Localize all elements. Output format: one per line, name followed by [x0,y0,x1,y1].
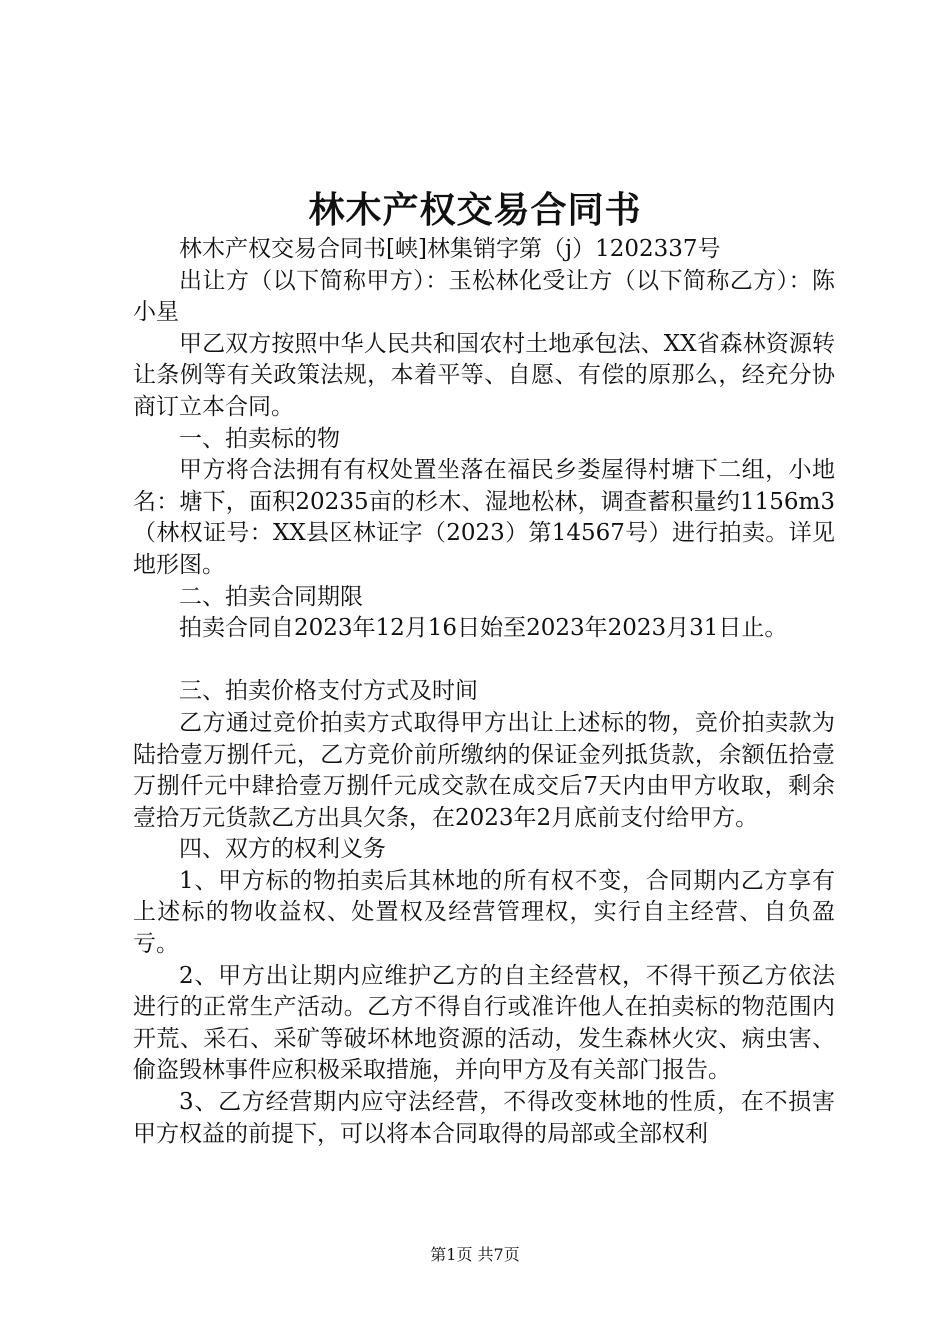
section-heading-3: 三、拍卖价格支付方式及时间 [179,678,478,705]
section-4-item-1: 1、甲方标的物拍卖后其林地的所有权不变，合同期内乙方享有上述标的物收益权、处置权及经营管理权，实行自主经营、自负盈亏。 [133,867,835,958]
section-4-item-3: 3、乙方经营期内应守法经营，不得改变林地的性质，在不损害甲方权益的前提下，可以将本合同取得的局部或全部权利 [133,1089,835,1147]
page-footer: 第1页 共7页 [430,1245,520,1264]
section-2-paragraph: 拍卖合同自2023年12月16日始至2023年2023月31日止。 [179,615,788,642]
parties-paragraph: 出让方（以下简称甲方）：玉松林化受让方（以下简称乙方）：陈小星 [133,267,835,326]
document-body [133,234,835,1150]
section-heading-1: 一、拍卖标的物 [179,425,340,452]
section-heading-4: 四、双方的权利义务 [179,836,386,863]
section-heading-2: 二、拍卖合同期限 [179,583,363,610]
section-3-paragraph: 乙方通过竞价拍卖方式取得甲方出让上述标的物，竞价拍卖款为陆拾壹万捌仟元，乙方竞价前所缴纳的保证金列抵货款，余额伍拾壹万捌仟元中肆拾壹万捌仟元成交款在成交后7天内由甲方收取，剩余壹拾万元货款乙方出具欠条，在2023年2月底前支付给甲方。 [133,709,835,831]
section-4-item-2: 2、甲方出让期内应维护乙方的自主经营权，不得干预乙方依法进行的正常生产活动。乙方不得自行或准许他人在拍卖标的物范围内开荒、采石、采矿等破坏林地资源的活动，发生森林火灾、病虫害、偷盗毁林事件应积极采取措施，并向甲方及有关部门报告。 [133,962,835,1084]
contract-number: 林木产权交易合同书[峡]林集销字第（j）1202337号 [179,236,721,262]
preamble-paragraph: 甲乙双方按照中华人民共和国农村土地承包法、XX省森林资源转让条例等有关政策法规，本着平等、自愿、有偿的原那么，经充分协商订立本合同。 [133,330,835,420]
section-1-paragraph: 甲方将合法拥有有权处置坐落在福民乡娄屋得村塘下二组，小地名：塘下，面积20235亩的杉木、湿地松林，调查蓄积量约1156m3（林权证号：XX县区林证字（2023）第14567号）进行拍卖。详见地形图。 [133,457,835,578]
document-title: 林木产权交易合同书 [308,189,642,231]
